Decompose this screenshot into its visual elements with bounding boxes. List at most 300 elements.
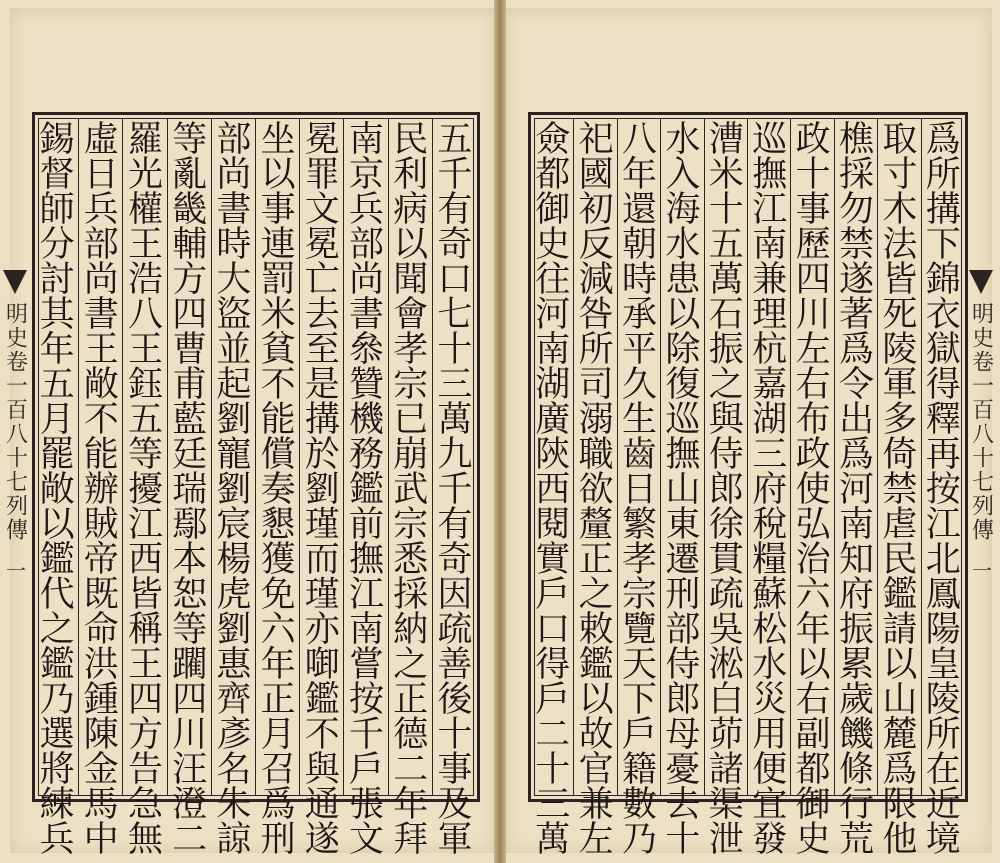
- glyph: 樵: [839, 120, 875, 160]
- glyph: 事: [437, 750, 473, 790]
- glyph: 下: [925, 225, 961, 265]
- glyph: 年: [260, 645, 296, 685]
- glyph: 溺: [578, 400, 614, 440]
- glyph: 稱: [128, 610, 164, 650]
- glyph: 江: [349, 575, 385, 615]
- glyph: 朱: [216, 785, 252, 825]
- glyph: 日: [83, 155, 119, 195]
- glyph: 五: [128, 400, 164, 440]
- glyph: 崩: [393, 435, 429, 475]
- glyph: 之: [393, 645, 429, 685]
- text-column: [791, 120, 834, 860]
- glyph: 齊: [216, 680, 252, 720]
- glyph: 政: [795, 120, 831, 160]
- glyph: 復: [665, 365, 701, 405]
- glyph: 疏: [708, 575, 744, 615]
- glyph: 七: [437, 295, 473, 335]
- glyph: 汪: [172, 750, 208, 790]
- glyph: 劉: [216, 470, 252, 510]
- glyph: 石: [708, 295, 744, 335]
- glyph: 京: [349, 155, 385, 195]
- right-text-frame: [528, 112, 968, 860]
- glyph: 承: [622, 295, 658, 335]
- glyph: 戶: [622, 715, 658, 755]
- glyph: 並: [216, 330, 252, 370]
- glyph: 名: [216, 750, 252, 790]
- glyph: 川: [795, 295, 831, 335]
- glyph: 去: [304, 295, 340, 335]
- glyph: 淞: [708, 645, 744, 685]
- glyph: 廷: [172, 435, 208, 475]
- glyph: 孝: [393, 330, 429, 370]
- glyph: 皇: [925, 645, 961, 685]
- glyph: 賊: [83, 505, 119, 545]
- glyph: 中: [83, 820, 119, 860]
- glyph: 口: [437, 260, 473, 300]
- glyph: 死: [882, 295, 918, 335]
- glyph: 西: [535, 470, 571, 510]
- glyph: 鑑: [578, 645, 614, 685]
- text-column: [661, 120, 704, 860]
- glyph: 江: [752, 190, 788, 230]
- glyph: 爲: [839, 435, 875, 475]
- glyph: 時: [216, 225, 252, 265]
- glyph: 取: [882, 120, 918, 160]
- glyph: 饑: [839, 715, 875, 755]
- glyph: 二: [393, 750, 429, 790]
- glyph: 冕: [304, 225, 340, 265]
- glyph: 史: [795, 820, 831, 860]
- column-rule: [660, 118, 661, 796]
- glyph: 四: [128, 680, 164, 720]
- glyph: 憂: [665, 750, 701, 790]
- text-column: [79, 120, 123, 860]
- column-rule: [877, 118, 878, 796]
- glyph: 母: [665, 715, 701, 755]
- glyph: 左: [795, 330, 831, 370]
- glyph: 木: [882, 190, 918, 230]
- glyph: 不: [83, 400, 119, 440]
- glyph: 治: [795, 540, 831, 580]
- book-gutter: [494, 0, 506, 863]
- glyph: 等: [172, 610, 208, 650]
- glyph: 劉: [216, 610, 252, 650]
- glyph: 及: [437, 785, 473, 825]
- glyph: 瑞: [172, 470, 208, 510]
- glyph: 兵: [39, 820, 75, 860]
- glyph: 稅: [752, 505, 788, 545]
- glyph: 得: [535, 645, 571, 685]
- glyph: 代: [39, 575, 75, 615]
- glyph: 是: [304, 365, 340, 405]
- glyph: 水: [665, 225, 701, 265]
- glyph: 書: [349, 295, 385, 335]
- glyph: 部: [216, 120, 252, 160]
- glyph: 正: [260, 680, 296, 720]
- glyph: 行: [839, 785, 875, 825]
- glyph: 連: [260, 225, 296, 265]
- glyph: 彥: [216, 715, 252, 755]
- glyph: 理: [752, 295, 788, 335]
- glyph: 遂: [839, 260, 875, 300]
- glyph: 使: [795, 470, 831, 510]
- glyph: 鳳: [925, 575, 961, 615]
- column-rule: [617, 118, 618, 796]
- glyph: 都: [795, 750, 831, 790]
- glyph: 山: [665, 470, 701, 510]
- glyph: 海: [665, 190, 701, 230]
- glyph: 杭: [752, 330, 788, 370]
- glyph: 按: [925, 470, 961, 510]
- glyph: 川: [172, 715, 208, 755]
- glyph: 漕: [708, 120, 744, 160]
- text-column: [300, 120, 344, 860]
- glyph: 盜: [216, 295, 252, 335]
- glyph: 閱: [535, 505, 571, 545]
- glyph: 江: [128, 505, 164, 545]
- glyph: 十: [795, 155, 831, 195]
- glyph: 練: [39, 785, 75, 825]
- glyph: 水: [665, 120, 701, 160]
- glyph: 泄: [708, 820, 744, 860]
- glyph: 朝: [622, 225, 658, 265]
- glyph: 藍: [172, 400, 208, 440]
- glyph: 通: [304, 785, 340, 825]
- glyph: 三: [752, 435, 788, 475]
- glyph: 澄: [172, 785, 208, 825]
- glyph: 獲: [260, 540, 296, 580]
- glyph: 知: [839, 540, 875, 580]
- glyph: 貧: [260, 330, 296, 370]
- glyph: 釋: [925, 400, 961, 440]
- glyph: 多: [882, 400, 918, 440]
- column-rule: [343, 118, 344, 796]
- glyph: 督: [39, 155, 75, 195]
- glyph: 御: [795, 785, 831, 825]
- glyph: 所: [925, 155, 961, 195]
- glyph: 都: [535, 155, 571, 195]
- glyph: 嘉: [752, 365, 788, 405]
- column-rule: [747, 118, 748, 796]
- glyph: 十: [708, 190, 744, 230]
- column-rule: [211, 118, 212, 796]
- glyph: 蘇: [752, 575, 788, 615]
- glyph: 徐: [708, 505, 744, 545]
- glyph: 條: [839, 750, 875, 790]
- glyph: 以: [882, 645, 918, 685]
- glyph: 實: [535, 540, 571, 580]
- glyph: 請: [882, 610, 918, 650]
- glyph: 侍: [665, 645, 701, 685]
- glyph: 奇: [437, 225, 473, 265]
- glyph: 寸: [882, 155, 918, 195]
- glyph: 萬: [708, 260, 744, 300]
- glyph: 五: [437, 120, 473, 160]
- glyph: 病: [393, 190, 429, 230]
- glyph: 副: [795, 715, 831, 755]
- glyph: 著: [839, 295, 875, 335]
- glyph: 按: [349, 680, 385, 720]
- column-rule: [573, 118, 574, 796]
- left-page-margin: [0, 270, 30, 580]
- glyph: 書: [83, 295, 119, 335]
- glyph: 麓: [882, 715, 918, 755]
- glyph: 八: [128, 295, 164, 335]
- glyph: 部: [665, 610, 701, 650]
- glyph: 繁: [622, 505, 658, 545]
- glyph: 冕: [304, 120, 340, 160]
- glyph: 八: [622, 120, 658, 160]
- glyph: 鍾: [83, 680, 119, 720]
- glyph: 告: [128, 750, 164, 790]
- glyph: 鑑: [882, 575, 918, 615]
- glyph: 乃: [622, 820, 658, 860]
- glyph: 府: [839, 575, 875, 615]
- glyph: 倚: [882, 435, 918, 475]
- column-rule: [167, 118, 168, 796]
- glyph: 僉: [535, 120, 571, 160]
- glyph: 覽: [622, 610, 658, 650]
- glyph: 敕: [578, 610, 614, 650]
- glyph: 勿: [839, 190, 875, 230]
- glyph: 以: [665, 295, 701, 335]
- glyph: 松: [752, 610, 788, 650]
- glyph: 皆: [882, 260, 918, 300]
- glyph: 悉: [393, 540, 429, 580]
- glyph: 官: [578, 750, 614, 790]
- glyph: 金: [83, 750, 119, 790]
- glyph: 令: [839, 365, 875, 405]
- glyph: 部: [83, 225, 119, 265]
- glyph: 反: [578, 225, 614, 265]
- glyph: 日: [622, 470, 658, 510]
- glyph: 入: [665, 155, 701, 195]
- glyph: 累: [839, 645, 875, 685]
- glyph: 戶: [535, 680, 571, 720]
- glyph: 南: [349, 610, 385, 650]
- glyph: 刑: [665, 575, 701, 615]
- glyph: 聞: [393, 260, 429, 300]
- glyph: 右: [795, 365, 831, 405]
- glyph: 兼: [752, 260, 788, 300]
- left-margin-subtitle: 列傳: [2, 494, 28, 542]
- glyph: 鈺: [128, 365, 164, 405]
- glyph: 搆: [925, 190, 961, 230]
- glyph: 正: [393, 680, 429, 720]
- glyph: 湖: [535, 365, 571, 405]
- left-margin-title: 明史卷一百八十七: [2, 302, 28, 494]
- glyph: 方: [128, 715, 164, 755]
- glyph: 尚: [83, 260, 119, 300]
- text-column: [748, 120, 791, 860]
- glyph: 宜: [752, 785, 788, 825]
- glyph: 虐: [882, 505, 918, 545]
- glyph: 五: [708, 225, 744, 265]
- glyph: 急: [128, 785, 164, 825]
- column-rule: [255, 118, 256, 796]
- glyph: 南: [535, 330, 571, 370]
- glyph: 荒: [839, 820, 875, 860]
- glyph: 浩: [128, 260, 164, 300]
- glyph: 史: [535, 225, 571, 265]
- glyph: 不: [304, 715, 340, 755]
- glyph: 已: [393, 400, 429, 440]
- glyph: 亂: [172, 155, 208, 195]
- left-text-frame: [32, 112, 480, 860]
- glyph: 下: [622, 680, 658, 720]
- glyph: 擾: [128, 470, 164, 510]
- glyph: 叅: [349, 330, 385, 370]
- glyph: 禁: [882, 470, 918, 510]
- glyph: 贊: [349, 365, 385, 405]
- glyph: 以: [795, 645, 831, 685]
- glyph: 獄: [925, 330, 961, 370]
- glyph: 十: [437, 330, 473, 370]
- glyph: 躙: [172, 645, 208, 685]
- glyph: 輔: [172, 225, 208, 265]
- glyph: 文: [349, 820, 385, 860]
- glyph: 山: [882, 680, 918, 720]
- glyph: 再: [925, 435, 961, 475]
- glyph: 前: [349, 505, 385, 545]
- glyph: 災: [752, 680, 788, 720]
- left-margin-page-number: 一: [2, 560, 27, 580]
- text-column: [433, 120, 477, 860]
- glyph: 王: [128, 330, 164, 370]
- glyph: 等: [172, 120, 208, 160]
- glyph: 償: [260, 435, 296, 475]
- glyph: 甫: [172, 365, 208, 405]
- glyph: 文: [304, 190, 340, 230]
- glyph: 南: [839, 505, 875, 545]
- column-rule: [834, 118, 835, 796]
- glyph: 欲: [578, 470, 614, 510]
- glyph: 鄢: [172, 505, 208, 545]
- glyph: 往: [535, 260, 571, 300]
- glyph: 方: [172, 260, 208, 300]
- glyph: 不: [260, 365, 296, 405]
- text-column: [256, 120, 300, 860]
- glyph: 去: [665, 785, 701, 825]
- glyph: 召: [260, 750, 296, 790]
- text-column: [212, 120, 256, 860]
- glyph: 職: [578, 435, 614, 475]
- glyph: 白: [708, 680, 744, 720]
- glyph: 宗: [393, 505, 429, 545]
- glyph: 利: [393, 155, 429, 195]
- right-margin-page-number: 一: [968, 560, 993, 580]
- glyph: 廣: [535, 400, 571, 440]
- glyph: 河: [535, 295, 571, 335]
- glyph: 五: [39, 365, 75, 405]
- glyph: 部: [349, 225, 385, 265]
- glyph: 宸: [216, 505, 252, 545]
- glyph: 虎: [216, 575, 252, 615]
- glyph: 侍: [708, 435, 744, 475]
- glyph: 還: [622, 190, 658, 230]
- glyph: 軍: [882, 365, 918, 405]
- glyph: 郎: [665, 680, 701, 720]
- glyph: 千: [437, 155, 473, 195]
- glyph: 畿: [172, 190, 208, 230]
- glyph: 師: [39, 190, 75, 230]
- glyph: 北: [925, 540, 961, 580]
- glyph: 萬: [437, 400, 473, 440]
- glyph: 之: [578, 575, 614, 615]
- text-column: [389, 120, 433, 860]
- glyph: 曹: [172, 330, 208, 370]
- glyph: 限: [882, 785, 918, 825]
- glyph: 九: [437, 435, 473, 475]
- glyph: 年: [39, 330, 75, 370]
- glyph: 南: [349, 120, 385, 160]
- glyph: 所: [925, 715, 961, 755]
- glyph: 撫: [349, 540, 385, 580]
- glyph: 洪: [83, 645, 119, 685]
- glyph: 減: [578, 260, 614, 300]
- glyph: 戶: [349, 750, 385, 790]
- glyph: 湖: [752, 400, 788, 440]
- glyph: 便: [752, 750, 788, 790]
- glyph: 因: [437, 575, 473, 615]
- glyph: 罪: [304, 155, 340, 195]
- right-page-margin: [966, 270, 996, 580]
- glyph: 陳: [83, 715, 119, 755]
- glyph: 乃: [39, 680, 75, 720]
- glyph: 務: [349, 435, 385, 475]
- column-rule: [388, 118, 389, 796]
- glyph: 鑑: [39, 645, 75, 685]
- glyph: 分: [39, 225, 75, 265]
- glyph: 齒: [622, 435, 658, 475]
- fish-tail-mark-icon: [969, 270, 993, 294]
- glyph: 納: [393, 610, 429, 650]
- fish-tail-mark-icon: [3, 270, 27, 294]
- glyph: 水: [752, 645, 788, 685]
- glyph: 宗: [393, 365, 429, 405]
- glyph: 能: [83, 435, 119, 475]
- glyph: 近: [925, 785, 961, 825]
- glyph: 陵: [882, 330, 918, 370]
- glyph: 平: [622, 330, 658, 370]
- glyph: 他: [882, 820, 918, 860]
- glyph: 奇: [437, 540, 473, 580]
- text-column: [705, 120, 748, 860]
- text-column: [835, 120, 878, 860]
- glyph: 辦: [83, 470, 119, 510]
- glyph: 二: [535, 715, 571, 755]
- glyph: 巡: [752, 120, 788, 160]
- glyph: 在: [925, 750, 961, 790]
- glyph: 馬: [83, 785, 119, 825]
- glyph: 爲: [839, 330, 875, 370]
- glyph: 除: [665, 330, 701, 370]
- glyph: 鑑: [304, 680, 340, 720]
- glyph: 恕: [172, 575, 208, 615]
- glyph: 六: [260, 610, 296, 650]
- glyph: 瑾: [304, 505, 340, 545]
- glyph: 四: [172, 295, 208, 335]
- glyph: 皆: [128, 575, 164, 615]
- glyph: 天: [622, 645, 658, 685]
- glyph: 境: [925, 820, 961, 860]
- glyph: 歷: [795, 225, 831, 265]
- glyph: 會: [393, 295, 429, 335]
- glyph: 司: [578, 365, 614, 405]
- glyph: 巡: [665, 400, 701, 440]
- text-column: [574, 120, 617, 860]
- glyph: 後: [437, 680, 473, 720]
